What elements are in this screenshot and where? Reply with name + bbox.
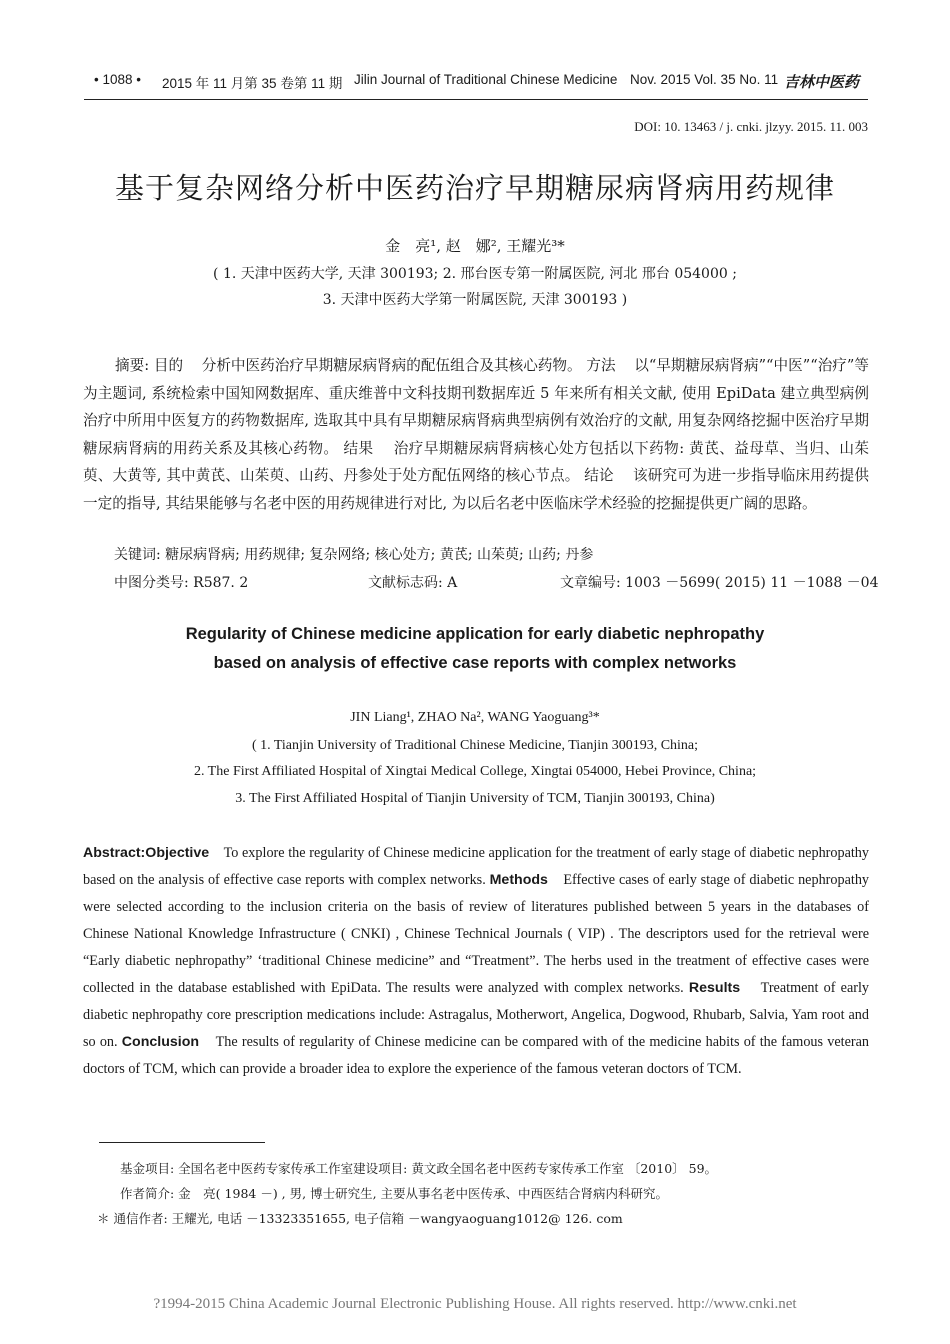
clc-number: 中图分类号: R587. 2 [114,575,249,591]
article-number: 文章编号: 1003 －5699( 2015) 11 －1088 －04 [560,575,879,591]
cn-objective-label: 目的 [153,357,184,374]
en-objective: To explore the regularity of Chinese medicine application for the treatment of early stage of diabetic nephropathy based on the analysis of effective case reports with complex networks. [83,845,869,888]
en-methods-label: Methods [489,872,548,888]
cn-conclusion: 该研究可为进一步指导临床用药提供一定的指导, 其结果能够与名老中医的用药规律进行对比, 为以后名老中医临床学术经验的挖掘提供更广阔的思路。 [83,467,869,512]
journal-logo: 吉林中医药 [784,75,860,91]
cn-affiliation-1: ( 1. 天津中医药大学, 天津 300193; 2. 邢台医专第一附属医院, 河北 邢台 054000 ; [213,266,737,282]
issue-cn: 2015 年 11 月第 35 卷第 11 期 [162,76,343,91]
cn-results: 治疗早期糖尿病肾病核心处方包括以下药物: 黄芪、益母草、当归、山茱萸、大黄等, 其中黄芪、山茱萸、山药、丹参处于处方配伍网络的核心节点。 [83,439,870,484]
cn-objective: 分析中医药治疗早期糖尿病肾病的配伍组合及其核心药物。 [201,357,582,374]
cn-title: 基于复杂网络分析中医药治疗早期糖尿病肾病用药规律 [114,173,835,205]
en-conclusion-label: Conclusion [121,1034,200,1050]
cn-abstract [83,352,869,517]
issue-en: Nov. 2015 Vol. 35 No. 11 [630,72,779,87]
running-header [84,72,870,94]
page-number: • 1088 • [94,72,141,87]
en-methods: Effective cases of early stage of diabetic nephropathy were selected according to the inclusion criteria on the basis of review of literatures published between 5 years in the databases of Chinese National Knowledge Infrastructure ( CNKI) , Chinese Technical Journals ( VIP) . The descriptors used for the retrieval were “Early diabetic nephropathy” ‘traditional Chinese medicine” and “Treatment”. The herbs used in the treatment of effective cases were collected in the database established with EpiData. The results were analyzed with complex networks. [83,872,870,996]
classification-row [114,572,879,594]
cn-keywords: 关键词: 糖尿病肾病; 用药规律; 复杂网络; 核心处方; 黄芪; 山茱萸; 山药; 丹参 [114,547,594,563]
en-results: Treatment of early diabetic nephropathy core prescription medications include: Astragalus, Motherwort, Angelica, Dogwood, Rhubarb, Salvia, Yam root and so on. [83,980,870,1050]
cn-affiliation-2: 3. 天津中医药大学第一附属医院, 天津 300193 ) [322,292,628,308]
cn-methods: 以“早期糖尿病肾病”“中医”“治疗”等为主题词, 系统检索中国知网数据库、重庆维普中文科技期刊数据库近 5 年来所有相关文献, 使用 EpiData 建立典型病例治疗中所用中医复方的药物数据库, 选取其中具有早期糖尿病肾病典型病例有效治疗的文献, 用复杂网络挖掘中医治疗早期糖尿病肾病的用药关系及其核心药物。 [83,357,869,457]
doi: DOI: 10. 13463 / j. cnki. jlzyy. 2015. 11. 003 [634,119,868,134]
copyright-notice: ?1994-2015 China Academic Journal Electronic Publishing House. All rights reserved. http://www.cnki.net [153,1296,797,1312]
en-objective-label: Objective [145,845,210,861]
en-title-line-2: based on analysis of effective case reports with complex networks [213,654,737,672]
doc-code: 文献标志码: A [368,575,458,591]
en-affiliation-2: 2. The First Affiliated Hospital of Xingtai Medical College, Xingtai 054000, Hebei Province, China; [193,764,757,779]
cn-results-label: 结果 [343,439,374,457]
en-abstract-label: Abstract: [83,845,146,861]
cn-conclusion-label: 结论 [584,467,614,484]
cn-abstract-label: 摘要: [115,357,150,374]
en-results-label: Results [688,980,741,996]
cn-authors: 金 亮¹, 赵 娜², 王耀光³* [385,237,565,255]
footnote-corresponding: ＊ 通信作者: 王耀光, 电话 －13323351655, 电子信箱 －wangyaoguang1012@ 126. com [97,1211,623,1226]
en-conclusion: The results of regularity of Chinese medicine can be compared with of the medicine habits of the famous veteran doctors of TCM, which can provide a broader idea to explore the experience of the famous veteran doctors of TCM. [83,1034,869,1077]
en-affiliation-1: ( 1. Tianjin University of Traditional Chinese Medicine, Tianjin 300193, China; [251,738,699,753]
cn-methods-label: 方法 [586,357,616,374]
en-abstract [83,840,869,1083]
en-affiliation-3: 3. The First Affiliated Hospital of Tianjin University of TCM, Tianjin 300193, China) [235,791,715,806]
footnote-rule [99,1142,265,1143]
en-authors: JIN Liang¹, ZHAO Na², WANG Yaoguang³* [350,710,600,725]
footnote-funding: 基金项目: 全国名老中医药专家传承工作室建设项目: 黄文政全国名老中医药专家传承工作室 〔2010〕 59。 [120,1161,718,1176]
journal-en: Jilin Journal of Traditional Chinese Medicine [354,72,618,87]
en-title-line-1: Regularity of Chinese medicine application for early diabetic nephropathy [185,625,765,643]
footnote-author-bio: 作者简介: 金 亮( 1984 －) , 男, 博士研究生, 主要从事名老中医传承、中西医结合肾病内科研究。 [120,1186,669,1201]
header-rule [84,99,868,100]
